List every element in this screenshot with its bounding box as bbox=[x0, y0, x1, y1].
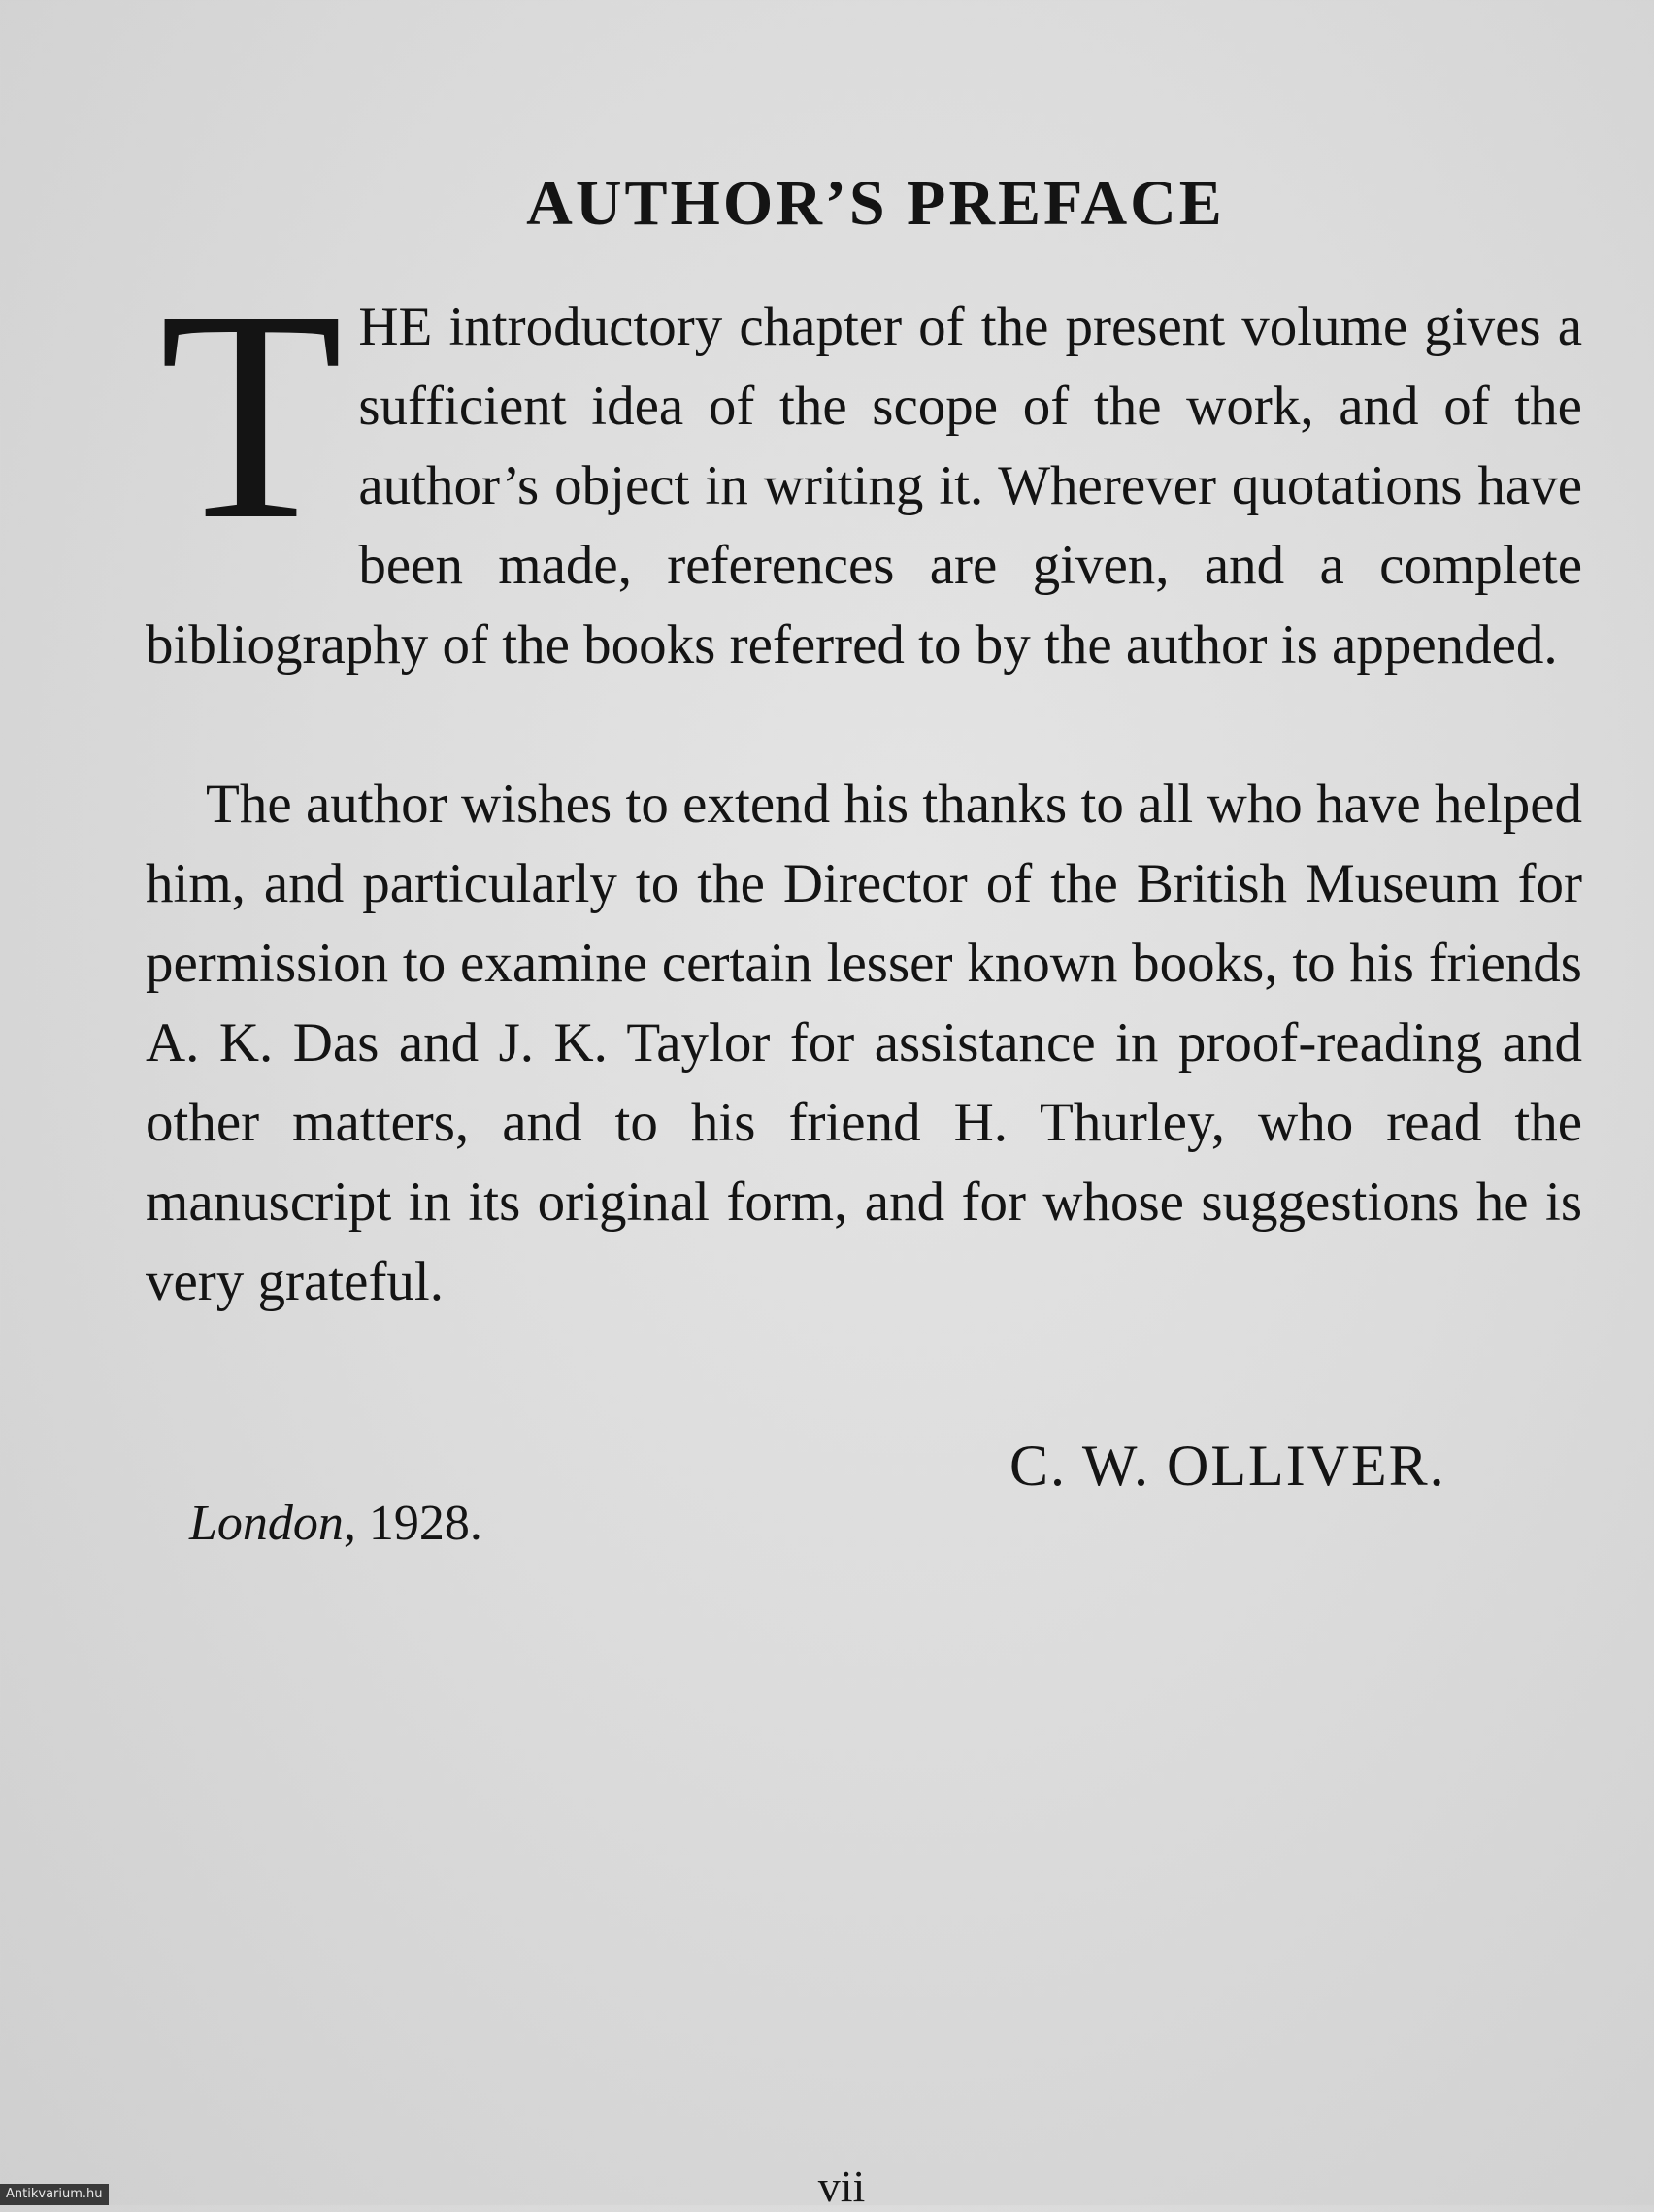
page-title: AUTHOR’S PREFACE bbox=[526, 168, 1225, 239]
paragraph-1-text: HE introductory chapter of the present volume gives a sufficient idea of the scope of the work, and of the author’s object in writing it. Wherever quotations have been made, references are given, and a complete bibliography of the books referred to by the author is appended. bbox=[146, 296, 1582, 676]
date-text: , 1928. bbox=[343, 1496, 482, 1551]
place-date-line bbox=[189, 1495, 482, 1552]
page-number: vii bbox=[817, 2162, 866, 2211]
watermark: Antikvarium.hu bbox=[0, 2184, 109, 2205]
preface-paragraph-1 bbox=[146, 249, 1582, 685]
place-name: London bbox=[189, 1496, 344, 1551]
drop-cap: T bbox=[159, 249, 344, 582]
author-signature: C. W. OLLIVER. bbox=[1009, 1434, 1446, 1498]
preface-paragraph-2: The author wishes to extend his thanks to all who have helped him, and particularly to the Director of the British Museum for permission to examine certain lesser known books, to his friends A. K. Das and J. K. Taylor for assistance in proof-reading and other matters, and to his friend H. Thurley, who read the manuscript in its original form, and for whose suggestions he is very grateful. bbox=[146, 774, 1582, 1312]
